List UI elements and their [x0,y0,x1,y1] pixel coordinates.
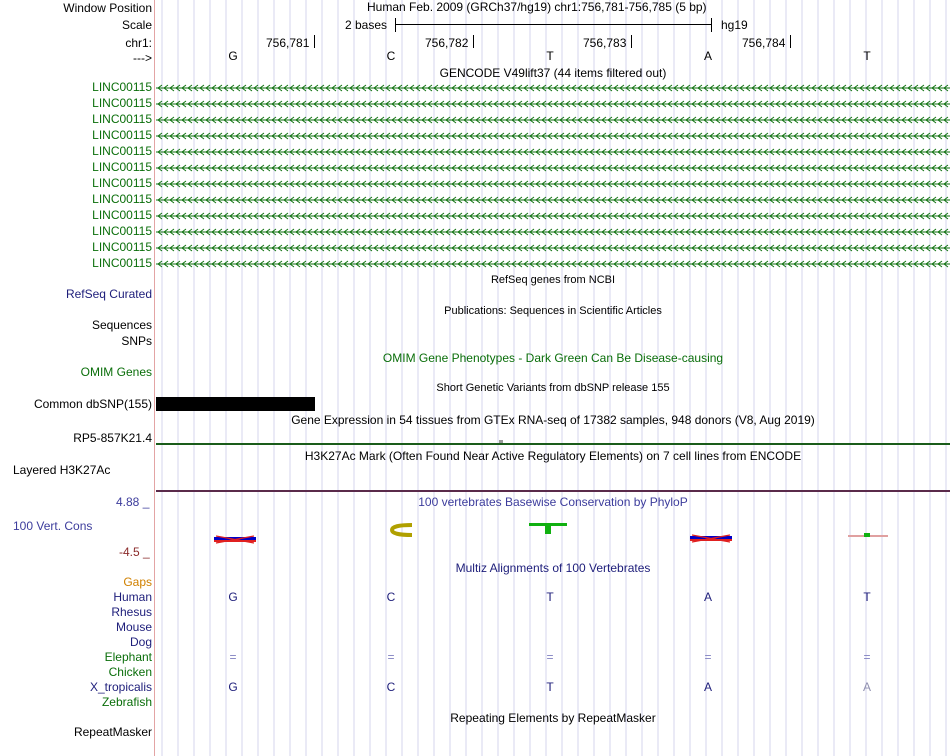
logo-g-glyph [214,536,256,543]
logo-a-glyph [690,535,732,542]
dbsnp-variant-bar[interactable] [156,397,315,411]
gencode-gene-features[interactable] [156,80,950,272]
strand-label[interactable]: ---> [133,51,152,65]
elephant-base-4: = [704,650,712,664]
scale-text: 2 bases [345,18,388,32]
gtex-track-title[interactable]: Gene Expression in 54 tissues from GTEx RNA-seq of 17382 samples, 948 donors (V8, Aug 2019) [291,413,815,427]
assembly-title[interactable]: Human Feb. 2009 (GRCh37/hg19) chr1:756,781-756,785 (5 bp) [367,0,707,14]
position-tick-4: 756,784 [742,36,786,50]
species-rhesus[interactable]: Rhesus [111,605,152,619]
position-tick-3: 756,783 [583,36,627,50]
phylop-max-label: 4.88 _ [116,495,150,509]
repeatmasker-track-title[interactable]: Repeating Elements by RepeatMasker [450,711,656,725]
gencode-gene-label[interactable]: LINC00115 [92,80,152,94]
refseq-track-label[interactable]: RefSeq Curated [65,287,152,301]
gencode-gene-label[interactable]: LINC00115 [92,224,152,238]
gencode-gene-label[interactable]: LINC00115 [92,208,152,222]
gtex-track-label[interactable]: RP5-857K21.4 [73,431,152,445]
ref-base-3: T [546,49,554,63]
omim-track-label[interactable]: OMIM Genes [80,365,152,379]
human-base-4: A [703,590,712,604]
species-elephant[interactable]: Elephant [104,650,152,664]
chr-label[interactable]: chr1: [125,36,152,50]
human-base-1: G [228,590,238,604]
elephant-base-1: = [229,650,237,664]
h3k27ac-signal-line [156,490,950,492]
elephant-base-2: = [387,650,395,664]
gencode-gene-label[interactable]: LINC00115 [92,160,152,174]
position-tick-2: 756,782 [425,36,469,50]
dbsnp-track-label[interactable]: Common dbSNP(155) [33,397,152,411]
position-tick-1: 756,781 [266,36,310,50]
gencode-gene-label[interactable]: LINC00115 [92,128,152,142]
gencode-gene-label[interactable]: LINC00115 [92,144,152,158]
species-dog[interactable]: Dog [129,635,152,649]
gencode-gene-label[interactable]: LINC00115 [92,240,152,254]
ref-base-1: G [228,49,238,63]
scale-label[interactable]: Scale [121,18,152,32]
ref-base-4: A [703,49,712,63]
scale-bar [395,18,712,32]
xtrop-base-1: G [228,680,238,694]
species-mouse[interactable]: Mouse [115,620,152,634]
phylop-track-title[interactable]: 100 vertebrates Basewise Conservation by PhyloP [418,495,688,509]
tick-mark-1 [314,35,315,48]
gencode-gene-label[interactable]: LINC00115 [92,96,152,110]
gencode-track-title[interactable]: GENCODE V49lift37 (44 items filtered out) [439,66,667,80]
db-label: hg19 [721,18,748,32]
human-base-3: T [546,590,554,604]
phylop-logo-glyphs [156,515,950,550]
snps-track-label[interactable]: SNPs [121,334,152,348]
tick-mark-2 [473,35,474,48]
xtrop-base-5: A [862,680,871,694]
gencode-gene-label[interactable]: LINC00115 [92,256,152,270]
logo-c-glyph [392,525,412,535]
h3k27ac-track-label[interactable]: Layered H3K27Ac [13,463,111,477]
ref-base-5: T [863,49,871,63]
logo-t2-glyph [848,533,888,537]
dbsnp-track-title[interactable]: Short Genetic Variants from dbSNP release 155 [436,382,670,394]
gtex-gene-line[interactable] [156,443,950,445]
tick-mark-4 [790,35,791,48]
human-base-2: C [386,590,396,604]
publications-track-title[interactable]: Publications: Sequences in Scientific Articles [444,305,662,317]
human-base-5: T [863,590,871,604]
gencode-gene-label[interactable]: LINC00115 [92,176,152,190]
phylop-min-label: -4.5 _ [119,545,150,559]
species-x-tropicalis[interactable]: X_tropicalis [89,680,152,694]
multiz-track-title[interactable]: Multiz Alignments of 100 Vertebrates [455,561,651,575]
ref-base-2: C [386,49,396,63]
sequences-track-label[interactable]: Sequences [91,318,152,332]
label-divider [154,0,155,756]
elephant-base-3: = [546,650,554,664]
gaps-label[interactable]: Gaps [123,575,152,589]
xtrop-base-3: T [546,680,554,694]
gencode-gene-label[interactable]: LINC00115 [92,192,152,206]
species-chicken[interactable]: Chicken [108,665,152,679]
species-human[interactable]: Human [113,590,152,604]
logo-t-glyph [529,523,567,534]
phylop-track-label[interactable]: 100 Vert. Cons [13,519,93,533]
xtrop-base-2: C [386,680,396,694]
gtex-marker [499,440,503,443]
omim-track-title[interactable]: OMIM Gene Phenotypes - Dark Green Can Be Disease-causing [382,351,724,365]
repeatmasker-track-label[interactable]: RepeatMasker [73,725,152,739]
refseq-track-title[interactable]: RefSeq genes from NCBI [490,274,616,286]
gencode-gene-label[interactable]: LINC00115 [92,112,152,126]
species-zebrafish[interactable]: Zebrafish [101,695,152,709]
h3k27ac-track-title[interactable]: H3K27Ac Mark (Often Found Near Active Regulatory Elements) on 7 cell lines from ENCODE [304,449,802,463]
window-position-label[interactable]: Window Position [63,1,152,15]
tick-mark-3 [631,35,632,48]
elephant-base-5: = [863,650,871,664]
xtrop-base-4: A [703,680,712,694]
